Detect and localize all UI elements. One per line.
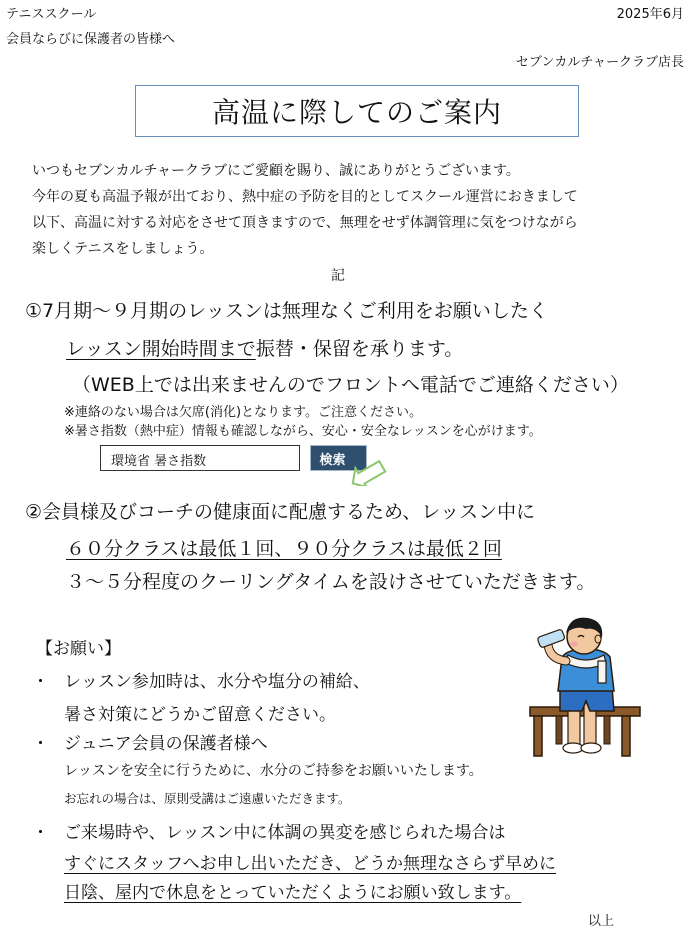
intro-line-2: 今年の夏も高温予報が出ており、熱中症の予防を目的としてスクール運営におきまして bbox=[32, 189, 578, 205]
page-title: 高温に際してのご案内 bbox=[135, 85, 579, 137]
search-button[interactable]: 検索 bbox=[310, 445, 367, 471]
item1-note2: ※暑さ指数（熱中症）情報も確認しながら、安心・安全なレッスンを心がけます。 bbox=[64, 424, 542, 439]
date: 2025年6月 bbox=[616, 7, 684, 22]
cursor-arrow-icon bbox=[349, 458, 387, 486]
boy-drinking-water-illustration bbox=[520, 615, 670, 765]
request-3-line3: 日陰、屋内で休息をとっていただくようにお願い致します。 bbox=[64, 883, 522, 903]
item1-line2-rest: 振替・保留を承ります。 bbox=[255, 338, 464, 360]
item1-line3: （WEB上では出来ませんのでフロントへ電話でご連絡ください） bbox=[72, 374, 629, 396]
item1-line2-underlined: レッスン開始時間まで bbox=[66, 338, 256, 360]
intro-line-3: 以下、高温に対する対応をさせて頂きますので、無理をせず体調管理に気をつけながら bbox=[32, 215, 578, 231]
intro-line-1: いつもセブンカルチャークラブにご愛顧を賜り、誠にありがとうございます。 bbox=[32, 163, 520, 179]
request-1-line1: レッスン参加時は、水分や塩分の補給、 bbox=[64, 672, 370, 692]
item1-note1: ※連絡のない場合は欠席(消化)となります。ご注意ください。 bbox=[64, 405, 422, 420]
bullet-3: ・ bbox=[32, 823, 49, 843]
item2-line2: ６０分クラスは最低１回、９０分クラスは最低２回 bbox=[66, 538, 502, 560]
bullet-1: ・ bbox=[32, 672, 49, 692]
school-name: テニススクール bbox=[6, 7, 97, 22]
request-2-line3: お忘れの場合は、原則受講はご遠慮いただきます。 bbox=[64, 791, 351, 806]
addressee: 会員ならびに保護者の皆様へ bbox=[6, 32, 176, 47]
item2-line3: ３～５分程度のクーリングタイムを設けさせていただきます。 bbox=[66, 571, 596, 593]
item1-line2 bbox=[66, 334, 463, 361]
closing: 以上 bbox=[588, 914, 615, 929]
item2-line1: ②会員様及びコーチの健康面に配慮するため、レッスン中に bbox=[25, 501, 536, 523]
ki-heading: 記 bbox=[331, 268, 345, 284]
request-1-line2: 暑さ対策にどうかご留意ください。 bbox=[64, 705, 336, 725]
intro-line-4: 楽しくテニスをしましょう。 bbox=[32, 241, 214, 257]
item1-line1: ①7月期～９月期のレッスンは無理なくご利用をお願いしたく bbox=[25, 300, 548, 322]
search-input[interactable]: 環境省 暑さ指数 bbox=[100, 445, 300, 471]
request-3-line1: ご来場時や、レッスン中に体調の異変を感じられた場合は bbox=[64, 823, 506, 843]
bullet-2: ・ bbox=[32, 734, 49, 754]
sender: セブンカルチャークラブ店長 bbox=[515, 55, 684, 70]
request-2-line1: ジュニア会員の保護者様へ bbox=[64, 734, 268, 754]
request-heading: 【お願い】 bbox=[36, 639, 121, 659]
request-2-line2: レッスンを安全に行うために、水分のご持参をお願いいたします。 bbox=[64, 763, 483, 779]
request-3-line2: すぐにスタッフへお申し出いただき、どうか無理なさらず早めに bbox=[64, 854, 556, 874]
